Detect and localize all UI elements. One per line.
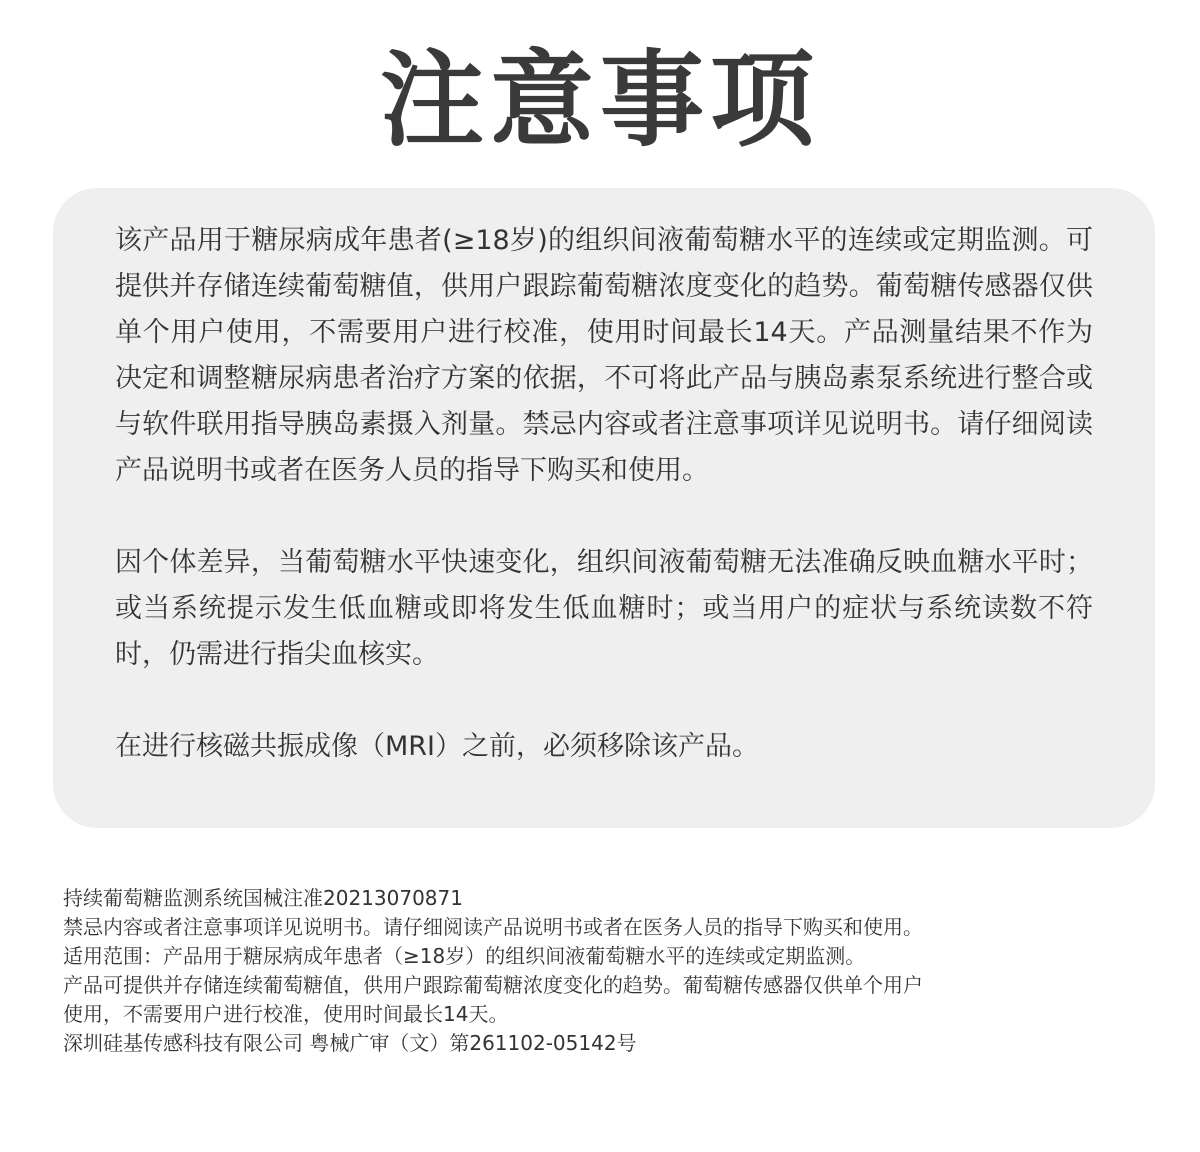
footer-company-approval: 深圳硅基传感科技有限公司 粤械广审（文）第261102-05142号	[63, 1031, 637, 1055]
notice-paragraph-mri: 在进行核磁共振成像（MRI）之前，必须移除该产品。	[115, 731, 760, 762]
regulatory-footer	[63, 884, 1153, 1058]
footer-registration-number: 持续葡萄糖监测系统国械注准20213070871	[63, 886, 463, 910]
footer-description: 产品可提供并存储连续葡萄糖值，供用户跟踪葡萄糖浓度变化的趋势。葡萄糖传感器仅供单个用户	[63, 973, 923, 997]
footer-scope: 适用范围：产品用于糖尿病成年患者（≥18岁）的组织间液葡萄糖水平的连续或定期监测。	[63, 944, 866, 968]
notice-paragraph-usage: 该产品用于糖尿病成年患者(≥18岁)的组织间液葡萄糖水平的连续或定期监测。可提供并存储连续葡萄糖值，供用户跟踪葡萄糖浓度变化的趋势。葡萄糖传感器仅供单个用户使用，不需要用户进行校准，使用时间最长14天。产品测量结果不作为决定和调整糖尿病患者治疗方案的依据，不可将此产品与胰岛素泵系统进行整合或与软件联用指导胰岛素摄入剂量。禁忌内容或者注意事项详见说明书。请仔细阅读产品说明书或者在医务人员的指导下购买和使用。	[115, 225, 1093, 486]
footer-contraindications: 禁忌内容或者注意事项详见说明书。请仔细阅读产品说明书或者在医务人员的指导下购买和使用。	[63, 915, 923, 939]
notice-card	[53, 188, 1155, 828]
page-title: 注意事项	[379, 39, 820, 161]
footer-usage-duration: 使用，不需要用户进行校准，使用时间最长14天。	[63, 1002, 509, 1026]
notice-paragraph-fingerstick: 因个体差异，当葡萄糖水平快速变化，组织间液葡萄糖无法准确反映血糖水平时；或当系统提示发生低血糖或即将发生低血糖时；或当用户的症状与系统读数不符时，仍需进行指尖血核实。	[115, 547, 1093, 670]
